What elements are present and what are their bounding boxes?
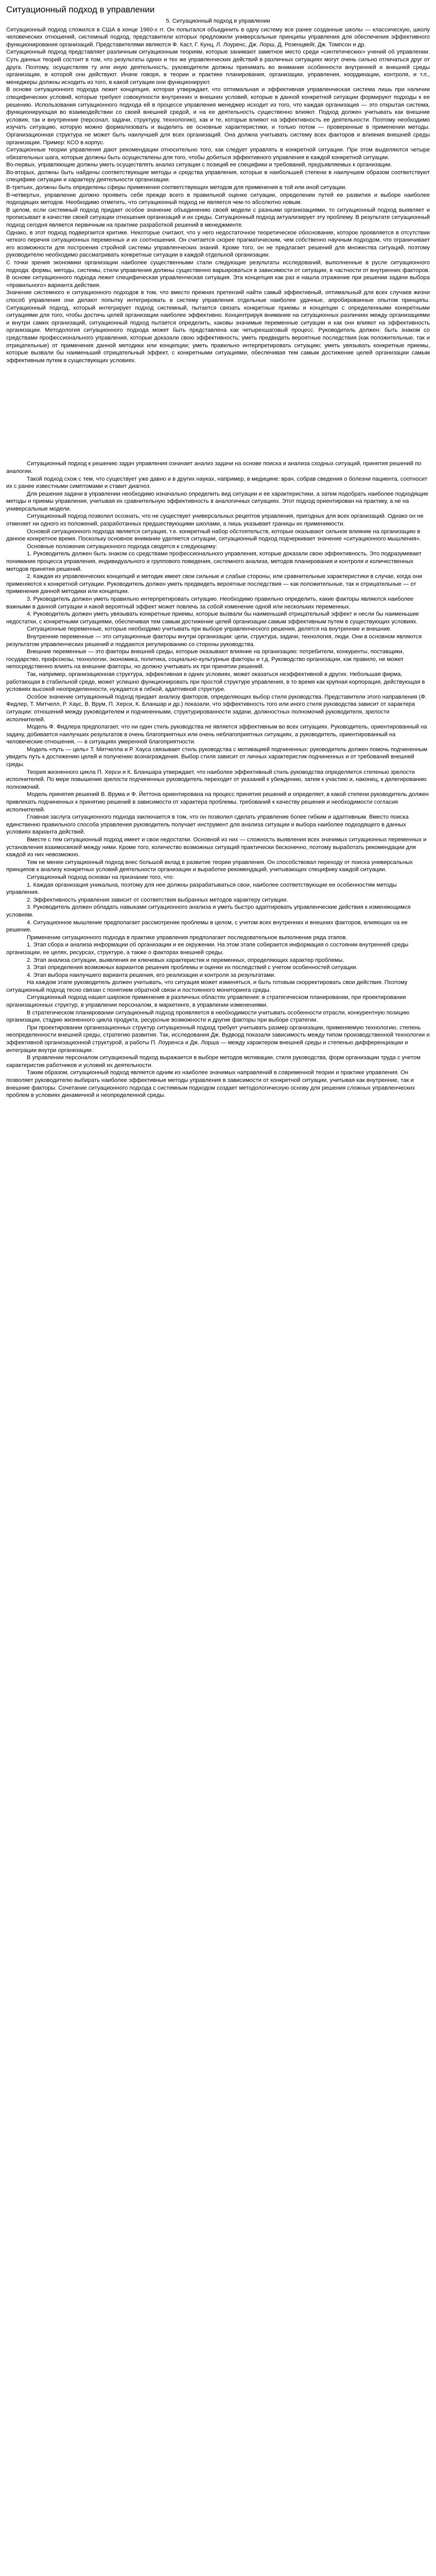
paragraph: В стратегическом планировании ситуационный подход проявляется в необходимости учитывать особенности отрасли, конкурентную позицию организации, стадию жизненного цикла продукта, ресурсные возможности и другие факторы при выборе стратегии. [6, 1009, 410, 1024]
paragraph: Ситуационный подход основан на признании того, что: [27, 874, 175, 880]
chapter-heading: 5. Ситуационный подход в управлении [166, 18, 270, 24]
section-gap [6, 364, 430, 460]
paragraph: 1. Каждая организация уникальна, поэтому для нее должны разрабатываться свои, наиболее соответствующие ее особенностям методы управления. [6, 882, 397, 896]
paragraph: При проектировании организационных структур ситуационный подход требует учитывать размер организации, применяемую технологию, степень неопределенности внешней среды, стратегию развития. Так, исследования Дж. Вудворд показали зависимость между типом производственной технологии и эффективной организационной структурой, а работы П. Лоуренса и Дж. Лорша — между характером внешней среды и степенью дифференциации и интеграции внутри организации. [6, 1024, 430, 1054]
paragraph: Особое значение ситуационный подход придает анализу факторов, определяющих выбор стиля руководства. Представители этого направления (Ф. Фидлер, Т. Митчелл, Р. Хаус, В. Врум, П. Херси, К. Бланшар и др.) показали, что эффективность того или иного стиля руководства зависит от характера ситуации: отношений между руководителем и подчиненными, структурированности задачи, должностных полномочий руководителя, зрелости исполнителей. [6, 693, 427, 723]
paragraph: Теория жизненного цикла П. Херси и К. Бланшара утверждает, что наиболее эффективный стиль руководства определяется степенью зрелости исполнителей. По мере повышения зрелости подчиненных руководитель переходит от указаний к убеждению, затем к участию и, наконец, к делегированию полномочий. [6, 769, 427, 790]
paragraph: Таким образом, ситуационный подход является одним из наиболее значимых направлений в современной теории и практике управления. Он позволяет руководителю выбирать наиболее эффективные методы управления в зависимости от конкретной ситуации, учитывая как внутренние, так и внешние факторы. Сочетание ситуационного подхода с системным подходом создает методологическую основу для решения сложных управленческих проблем в условиях динамичной и неопределенной среды. [6, 1070, 415, 1099]
document-page [0, 0, 436, 1099]
paragraph: 1. Руководитель должен быть знаком со средствами профессионального управления, которые доказали свою эффективность. Это подразумевает понимание процесса управления, индивидуального и группового поведения, системного анализа, методов планирования и контроля и количественных методов принятия решений. [6, 551, 422, 572]
paragraph: Внутренние переменные — это ситуационные факторы внутри организации: цели, структура, задачи, технология, люди. Они в основном являются результатом управленческих решений и поддаются регулированию со стороны руководства. [6, 633, 422, 648]
paragraph: 2. Этап анализа ситуации, выявления ее ключевых характеристик и переменных, определяющих характер проблемы. [27, 957, 344, 963]
paragraph: С точки зрения экономики организации наиболее существенными стали следующие результаты исследований, выполненные в русле ситуационного подхода: формы, методы, системы, стили управления должны существенно варьироваться в зависимости от ситуации, в частности от внутренних факторов. В основе ситуационного подхода лежит специфическая управленческая ситуация. Эта концепция как раз и нашла отражение при решении задачи выбора «правильного» варианта действия. [6, 260, 430, 289]
paragraph: Во-вторых, должны быть найдены соответствующие методы и средства управления, которые в наибольшей степени в наилучшем образом соответствуют специфике ситуации и характеру деятельности организации. [6, 169, 430, 183]
paragraph: В-третьих, должны быть определены сферы применения соответствующих методов для применения в той или иной ситуации. [6, 184, 347, 191]
paragraph: Внешние переменные — это факторы внешней среды, которые оказывают влияние на организацию: потребители, конкуренты, поставщики, государство, профсоюзы, технологии, экономика, политика, социально-культурные факторы и т.д. Руководство организации, как правило, не может непосредственно влиять на внешние факторы, но должно учитывать их при принятии решений. [6, 649, 404, 670]
paragraph: 3. Руководитель должен обладать навыками ситуационного анализа и уметь быстро адаптировать управленческие действия к изменяющимся условиям. [6, 904, 411, 918]
page-title: Ситуационный подход в управлении [6, 5, 155, 14]
paragraph: Основой ситуационного подхода является ситуация, т.е. конкретный набор обстоятельств, которые оказывают сильное влияние на организацию в данное конкретное время. Поскольку основное внимание уделяется ситуации, ситуационный подход подчеркивает значение «ситуационного мышления». [6, 528, 421, 543]
paragraph: Ситуационный подход позволил осознать, что не существует универсальных рецептов управления, пригодных для всех организаций. Однако он не отменяет ни одного из положений, разработанных предшествующими школами, а лишь указывает границы их применимости. [6, 513, 424, 528]
paragraph: 3. Этап определения возможных вариантов решения проблемы и оценки их последствий с учетом особенностей ситуации. [27, 964, 358, 971]
paragraph: Ситуационный подход к решению задач управления означает анализ задачи на основе поиска и анализа сходных ситуаций, принятия решений по аналогии. [6, 461, 422, 474]
paragraph: Значение системного и ситуационного подходов в том, что вместо прежних претензий найти самый эффективный, оптимальный для всех случаев жизни способ управления они делают попытку интегрировать в систему управления отдельные наиболее удачные, апробированные опытом принципы. Ситуационный подход, который интегрирует подход системный, пытается связать конкретные приемы и концепции с определенными конкретными ситуациями для того, чтобы достичь целей организации наиболее эффективно. Концентрируя внимание на ситуационных различиях между организациями и внутри самих организаций, ситуационный подход пытается определить, каковы значимые переменные ситуации и как они влияют на эффективность организации. Методология ситуационного подхода может быть представлена как четырехшаговый процесс. Руководитель должен: быть знаком со средствами профессионального управления, которые доказали свою эффективность; уметь предвидеть вероятные последствия (как положительные, так и отрицательные) от применения данной методики или концепции; уметь правильно интерпретировать ситуацию; уметь увязывать конкретные приемы, которые вызвали бы наименьший отрицательный эффект, с конкретными ситуациями, обеспечивая тем самым достижение целей организации самым эффективным путем в существующих условиях. [6, 290, 430, 364]
article-section-1 [6, 26, 430, 365]
paragraph: Для решения задачи в управлении необходимо изначально определить вид ситуации и ее характеристики, а затем подобрать наиболее подходящие методы и приемы управления, учитывая их сравнительную эффективность в аналогичных ситуациях. Этот подход ориентирован на практику, а не на универсальные модели. [6, 490, 428, 512]
paragraph: Такой подход схож с тем, что существует уже давно и в других науках, например, в медицине: врач, собрав сведения о болезни пациента, соотносит их с ранее известными симптомами и ставит диагноз. [6, 476, 428, 490]
paragraph: 2. Каждая из управленческих концепций и методик имеет свои сильные и слабые стороны, или сравнительные характеристики в случае, когда они применяются к конкретной ситуации. Руководитель должен уметь предвидеть вероятные последствия — как положительные, так и отрицательные — от применения данной методики или концепции. [6, 573, 423, 595]
paragraph: 4. Этап выбора наилучшего варианта решения, его реализации и контроля за результатами. [27, 972, 276, 978]
paragraph: Модель «путь — цель» Т. Митчелла и Р. Хауса связывает стиль руководства с мотивацией подчиненных: руководитель должен помочь подчиненным увидеть путь к достижению целей и получению вознаграждения. Выбор стиля зависит от личных характеристик подчиненных и от требований внешней среды. [6, 746, 428, 768]
paragraph: Главная заслуга ситуационного подхода заключается в том, что он позволил сделать управление более гибким и адаптивным. Вместо поиска единственно правильного способа управления руководитель получает инструмент для анализа ситуации и выбора наиболее подходящего в данных условиях варианта действий. [6, 814, 409, 836]
paragraph: В-четвертых, управление должно проявить себя прежде всего в правильной оценке ситуации, определении путей ее развития и выборе наиболее подходящих методов. Необходимо отметить, что ситуационный подход не является чем-то абсолютно новым. [6, 192, 430, 206]
paragraph: 4. Руководитель должен уметь увязывать конкретные приемы, которые вызвали бы наименьший отрицательный эффект и несли бы наименьшие недостатки, с конкретными ситуациями, обеспечивая тем самым достижение целей организации самым эффективным путем в существующих условиях. [6, 611, 419, 625]
paragraph: Вместе с тем ситуационный подход имеет и свои недостатки. Основной из них — сложность выявления всех значимых ситуационных переменных и установления взаимосвязей между ними. Кроме того, количество возможных ситуаций практически бесконечно, поэтому выработать рекомендации для каждой из них невозможно. [6, 837, 427, 858]
paragraph: 1. Этап сбора и анализа информации об организации и ее окружении. На этом этапе собирается информация о состоянии внутренней среды организации, ее целях, ресурсах, структуре, а также о факторах внешней среды. [6, 942, 409, 956]
article-section-2 [6, 460, 430, 1099]
paragraph: 3. Руководитель должен уметь правильно интерпретировать ситуацию. Необходимо правильно определить, какие факторы являются наиболее важными в данной ситуации и какой вероятный эффект может повлечь за собой изменение одной или нескольких переменных. [6, 596, 414, 610]
paragraph: Однако, в этот подход подвергается критике. Некоторые считают, что у него недостаточное теоретическое обоснование, которое проявляется в отсутствии четкого перечня ситуационных переменных и их соотношения. Он считается скорее прагматическим, чем собственно научным подходом, что ограничивает его возможности для построения стройной системы управленческих знаний. Кроме того, он не предлагает решений для множества ситуаций, поэтому руководителю необходимо рассматривать конкретные ситуации в каждой отдельной организации. [6, 229, 430, 259]
paragraph: В целом, если системный подход придает особое значение объединению своей модели с разными организациями, то ситуационный подход выявляет и прописывает в качестве своей ситуации отношения организаций и их среды. Ситуационный подход актуализирует эту проблему. В результате ситуационный подход сегодня является первичным на практике разработкой решений в менеджменте. [6, 207, 430, 229]
paragraph: Ситуационный подход сложился в США в конце 1960-х гг. Он попытался объединить в одну систему все ранее созданные школы — классическую, школу человеческих отношений, системный подход, представители которых предложили универсальные принципы управления для обеспечения эффективного функционирования организаций. Представителями являются Ф. Каст, Г. Кунц, Л. Лоуренс, Дж. Лорш, Д. Розенцвейг, Дж. Томпсон и др. [6, 26, 430, 48]
paragraph: Применение ситуационного подхода в практике управления предполагает последовательное выполнение ряда этапов. [27, 934, 347, 941]
paragraph: Модель принятия решений В. Врума и Ф. Йеттона ориентирована на процесс принятия решений и определяет, в какой степени руководитель должен привлекать подчиненных к принятию решений в зависимости от характера проблемы, требований к качеству решения и необходимости согласия исполнителей. [6, 791, 429, 813]
paragraph: 2. Эффективность управления зависит от соответствия выбранных методов характеру ситуации. [27, 896, 288, 903]
paragraph: Во-первых, управляющие должны уметь осуществлять анализ ситуации с позиций ее специфики и требований, предъявляемых к организации. [6, 162, 392, 168]
paragraph: Ситуационные переменные, которые необходимо учитывать при выборе управленческого решения, делятся на внутренние и внешние. [27, 626, 392, 633]
paragraph: В управлении персоналом ситуационный подход выражается в выборе методов мотивации, стиля руководства, форм организации труда с учетом характеристик работников и условий их деятельности. [6, 1055, 421, 1069]
paragraph: Основные положения ситуационного подхода сводятся к следующему: [27, 543, 217, 550]
paragraph: Ситуационный подход представляет различным ситуационным теориям, которые занимают заметное место среди «синтетических» учений об управлении. Суть данных теорий состоит в том, что результаты одних и тех же управленческих действий в различных ситуациях могут очень сильно отличаться друг от друга. Поэтому, осуществляя ту или иную деятельность, руководители должны принимать во внимание особенности внутренней и внешней среды организации, в которой они действуют. Иначе говоря, в теории и практике планирования, организации, управления, координации, контроля, и т.п., менеджеры должны исходить из того, в какой ситуации они функционируют. [6, 49, 430, 86]
paragraph: В основе ситуационного подхода лежит концепция, которая утверждает, что оптимальная и эффективная управленческая система лишь при наличии специфических условий, которые требуют совокупности внутренних и внешних условий, которые в данной конкретной ситуации формируют подходы к ее решению. Использования ситуационного подхода ей в процессе управления менеджер исходит из того, что каждая организация — это открытая система, функционирующая во взаимодействии со своей внешней средой, и на ее деятельность существенно влияют. Подход должен учитывать как внешние условия, так и внутренние (персонал, задачи, структуру, технологию), как и те, которые влияют на эффективность ее деятельности. Поэтому необходимо изучать ситуацию, которую можно формализовать и выделить ее основные характеристики, и только потом — проверенные в применении методы. Организационная структура не может быть наилучшей для всех организаций. Она должна учитывать систему всех факторов и влияния внешней среды организации. Пример: КСО в корпус. [6, 87, 430, 146]
paragraph: Ситуационный подход нашел широкое применение в различных областях управления: в стратегическом планировании, при проектировании организационных структур, в управлении персоналом, в маркетинге, в управлении изменениями. [6, 994, 406, 1009]
paragraph: Ситуационные теории управления дают рекомендации относительно того, как следует управлять в конкретной ситуации. При этом выделяются четыре обязательных шага, которые должны быть осуществлены для того, чтобы добиться эффективного управления в каждой конкретной ситуации. [6, 147, 430, 161]
paragraph: Модель Ф. Фидлера предполагает, что ни один стиль руководства не является эффективным во всех ситуациях. Руководитель, ориентированный на задачу, добивается наилучших результатов в очень благоприятных или очень неблагоприятных ситуациях, а руководитель, ориентированный на человеческие отношения, — в ситуациях умеренной благоприятности. [6, 724, 427, 745]
paragraph: Так, например, организационная структура, эффективная в одних условиях, может оказаться неэффективной в других. Небольшая фирма, работающая в стабильной среде, может успешно функционировать при простой структуре управления, в то время как крупная корпорация, действующая в условиях высокой неопределенности, нуждается в гибкой, адаптивной структуре. [6, 671, 425, 693]
paragraph: На каждом этапе руководитель должен учитывать, что ситуация может изменяться, и быть готовым скорректировать свои действия. Поэтому ситуационный подход тесно связан с понятием обратной связи и постоянного мониторинга среды. [6, 979, 408, 993]
paragraph: 4. Ситуационное мышление предполагает рассмотрение проблемы в целом, с учетом всех внутренних и внешних факторов, влияющих на ее решение. [6, 919, 408, 934]
paragraph: Тем не менее ситуационный подход внес большой вклад в развитие теории управления. Он способствовал переходу от поиска универсальных принципов к анализу конкретных условий деятельности организации и выработке рекомендаций, учитывающих специфику каждой ситуации. [6, 859, 413, 873]
